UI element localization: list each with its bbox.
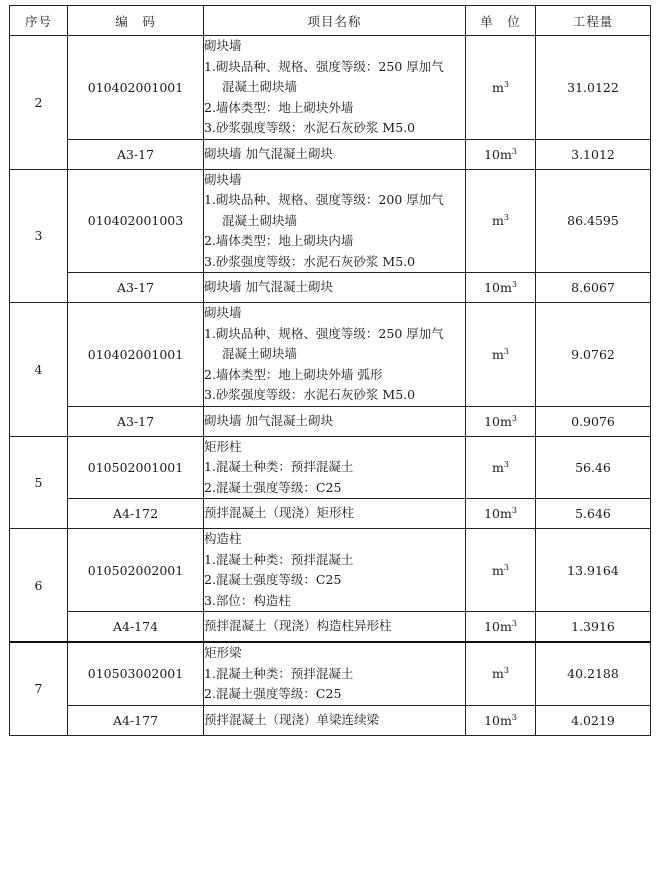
item-spec-line: 3.部位：构造柱 [204, 592, 291, 608]
sub-quantity: 4.0219 [536, 705, 651, 735]
item-spec-line: 2.墙体类型：地上砌块外墙 弧形 [204, 366, 383, 382]
bill-of-quantities-table [9, 5, 651, 736]
item-quantity: 9.0762 [536, 303, 651, 407]
item-quantity: 13.9164 [536, 529, 651, 612]
item-title: 矩形柱 [204, 438, 242, 454]
item-code: 010402001001 [68, 303, 204, 407]
item-code: 010502001001 [68, 436, 204, 499]
item-spec-line: 2.混凝土强度等级：C25 [204, 479, 342, 495]
header-name: 项目名称 [204, 6, 466, 36]
item-title: 矩形梁 [204, 645, 242, 660]
sub-name [204, 612, 466, 643]
table-row [10, 436, 651, 499]
item-code: 010503002001 [68, 642, 204, 705]
sub-name [204, 499, 466, 529]
unit-exponent: 3 [511, 279, 517, 289]
item-spec-line: 1.混凝土种类：预拌混凝土 [204, 665, 354, 681]
sub-code: A4-174 [68, 612, 204, 643]
sub-quantity: 1.3916 [536, 612, 651, 643]
row-number: 5 [10, 436, 68, 529]
unit-base: m [492, 562, 504, 578]
sub-name-text: 预拌混凝土（现浇）单梁连续梁 [204, 711, 380, 727]
item-quantity: 86.4595 [536, 169, 651, 273]
sub-code: A3-17 [68, 139, 204, 169]
item-title: 砌块墙 [204, 38, 242, 53]
item-spec-line: 2.混凝土强度等级：C25 [204, 686, 342, 701]
unit-exponent: 3 [503, 562, 509, 572]
unit-exponent: 3 [511, 505, 517, 515]
sub-code: A3-17 [68, 406, 204, 436]
item-name [204, 169, 466, 273]
item-unit [466, 36, 536, 140]
item-quantity: 40.2188 [536, 642, 651, 705]
table-subrow [10, 612, 651, 643]
table-subrow [10, 139, 651, 169]
item-name [204, 303, 466, 407]
sub-name-text: 预拌混凝土（现浇）矩形柱 [204, 505, 355, 521]
item-spec-line: 1.砌块品种、规格、强度等级：250 厚加气 [204, 58, 444, 74]
item-quantity: 56.46 [536, 436, 651, 499]
item-spec-line: 3.砂浆强度等级：水泥石灰砂浆 M5.0 [204, 387, 416, 402]
sub-unit [466, 612, 536, 643]
item-spec-line: 3.砂浆强度等级：水泥石灰砂浆 M5.0 [204, 120, 416, 135]
item-spec-line: 3.砂浆强度等级：水泥石灰砂浆 M5.0 [204, 253, 416, 269]
unit-exponent: 3 [503, 213, 509, 223]
sub-name-text: 砌块墙 加气混凝土砌块 [204, 412, 333, 428]
sub-name [204, 273, 466, 303]
unit-base: 10m [484, 506, 512, 521]
item-spec-line: 混凝土砌块墙 [222, 346, 298, 361]
sub-quantity: 5.646 [536, 499, 651, 529]
unit-exponent: 3 [503, 346, 509, 356]
sub-name [204, 139, 466, 169]
row-number: 2 [10, 36, 68, 170]
unit-base: m [492, 666, 504, 682]
row-number: 3 [10, 169, 68, 303]
table-subrow [10, 406, 651, 436]
sub-unit [466, 139, 536, 169]
unit-base: m [492, 79, 504, 95]
sub-name-text: 砌块墙 加气混凝土砌块 [204, 145, 333, 161]
unit-exponent: 3 [511, 146, 517, 156]
header-no: 序号 [10, 6, 68, 36]
item-name [204, 36, 466, 140]
unit-exponent: 3 [503, 666, 509, 676]
unit-base: 10m [484, 146, 512, 162]
header-row [10, 6, 651, 36]
sub-code: A4-172 [68, 499, 204, 529]
sub-unit [466, 499, 536, 529]
header-qty: 工程量 [536, 6, 651, 36]
table-row [10, 303, 651, 407]
header-unit: 单 位 [466, 6, 536, 36]
unit-exponent: 3 [503, 79, 509, 89]
table-subrow [10, 705, 651, 735]
table-subrow [10, 499, 651, 529]
item-spec-line: 混凝土砌块墙 [222, 79, 298, 94]
row-number: 7 [10, 642, 68, 735]
unit-base: 10m [484, 280, 512, 295]
item-quantity: 31.0122 [536, 36, 651, 140]
table-body [10, 36, 651, 736]
row-number: 6 [10, 529, 68, 643]
unit-exponent: 3 [511, 712, 517, 722]
item-spec-line: 混凝土砌块墙 [222, 212, 298, 228]
item-title: 砌块墙 [204, 305, 242, 320]
sub-unit [466, 406, 536, 436]
item-title: 砌块墙 [204, 171, 242, 187]
item-spec-line: 1.砌块品种、规格、强度等级：250 厚加气 [204, 325, 444, 341]
unit-exponent: 3 [503, 459, 509, 469]
item-name [204, 436, 466, 499]
header-code: 编 码 [68, 6, 204, 36]
item-spec-line: 1.混凝土种类：预拌混凝土 [204, 459, 354, 474]
row-number: 4 [10, 303, 68, 437]
item-spec-line: 2.墙体类型：地上砌块外墙 [204, 99, 354, 115]
unit-base: 10m [484, 413, 512, 429]
item-name [204, 642, 466, 705]
sub-code: A4-177 [68, 705, 204, 735]
sub-name-text: 砌块墙 加气混凝土砌块 [204, 279, 333, 295]
item-name [204, 529, 466, 612]
sub-name-text: 预拌混凝土（现浇）构造柱异形柱 [204, 618, 392, 634]
unit-exponent: 3 [511, 618, 517, 628]
item-spec-line: 1.砌块品种、规格、强度等级：200 厚加气 [204, 192, 444, 207]
table-row [10, 169, 651, 273]
item-code: 010402001001 [68, 36, 204, 140]
unit-base: m [492, 346, 504, 362]
item-code: 010502002001 [68, 529, 204, 612]
sub-name [204, 406, 466, 436]
unit-exponent: 3 [511, 413, 517, 423]
unit-base: m [492, 213, 504, 229]
sub-name [204, 705, 466, 735]
unit-base: m [492, 459, 504, 475]
sub-code: A3-17 [68, 273, 204, 303]
unit-base: 10m [484, 712, 512, 728]
table-row [10, 529, 651, 612]
sub-quantity: 3.1012 [536, 139, 651, 169]
table-row [10, 36, 651, 140]
table-subrow [10, 273, 651, 303]
item-title: 构造柱 [204, 531, 242, 546]
item-code: 010402001003 [68, 169, 204, 273]
item-unit [466, 529, 536, 612]
sub-unit [466, 705, 536, 735]
item-unit [466, 642, 536, 705]
sub-quantity: 0.9076 [536, 406, 651, 436]
table-row [10, 642, 651, 705]
item-spec-line: 1.混凝土种类：预拌混凝土 [204, 551, 354, 567]
item-unit [466, 303, 536, 407]
unit-base: 10m [484, 619, 512, 634]
item-unit [466, 436, 536, 499]
item-unit [466, 169, 536, 273]
sub-unit [466, 273, 536, 303]
sub-quantity: 8.6067 [536, 273, 651, 303]
item-spec-line: 2.混凝土强度等级：C25 [204, 572, 342, 587]
item-spec-line: 2.墙体类型：地上砌块内墙 [204, 233, 354, 248]
